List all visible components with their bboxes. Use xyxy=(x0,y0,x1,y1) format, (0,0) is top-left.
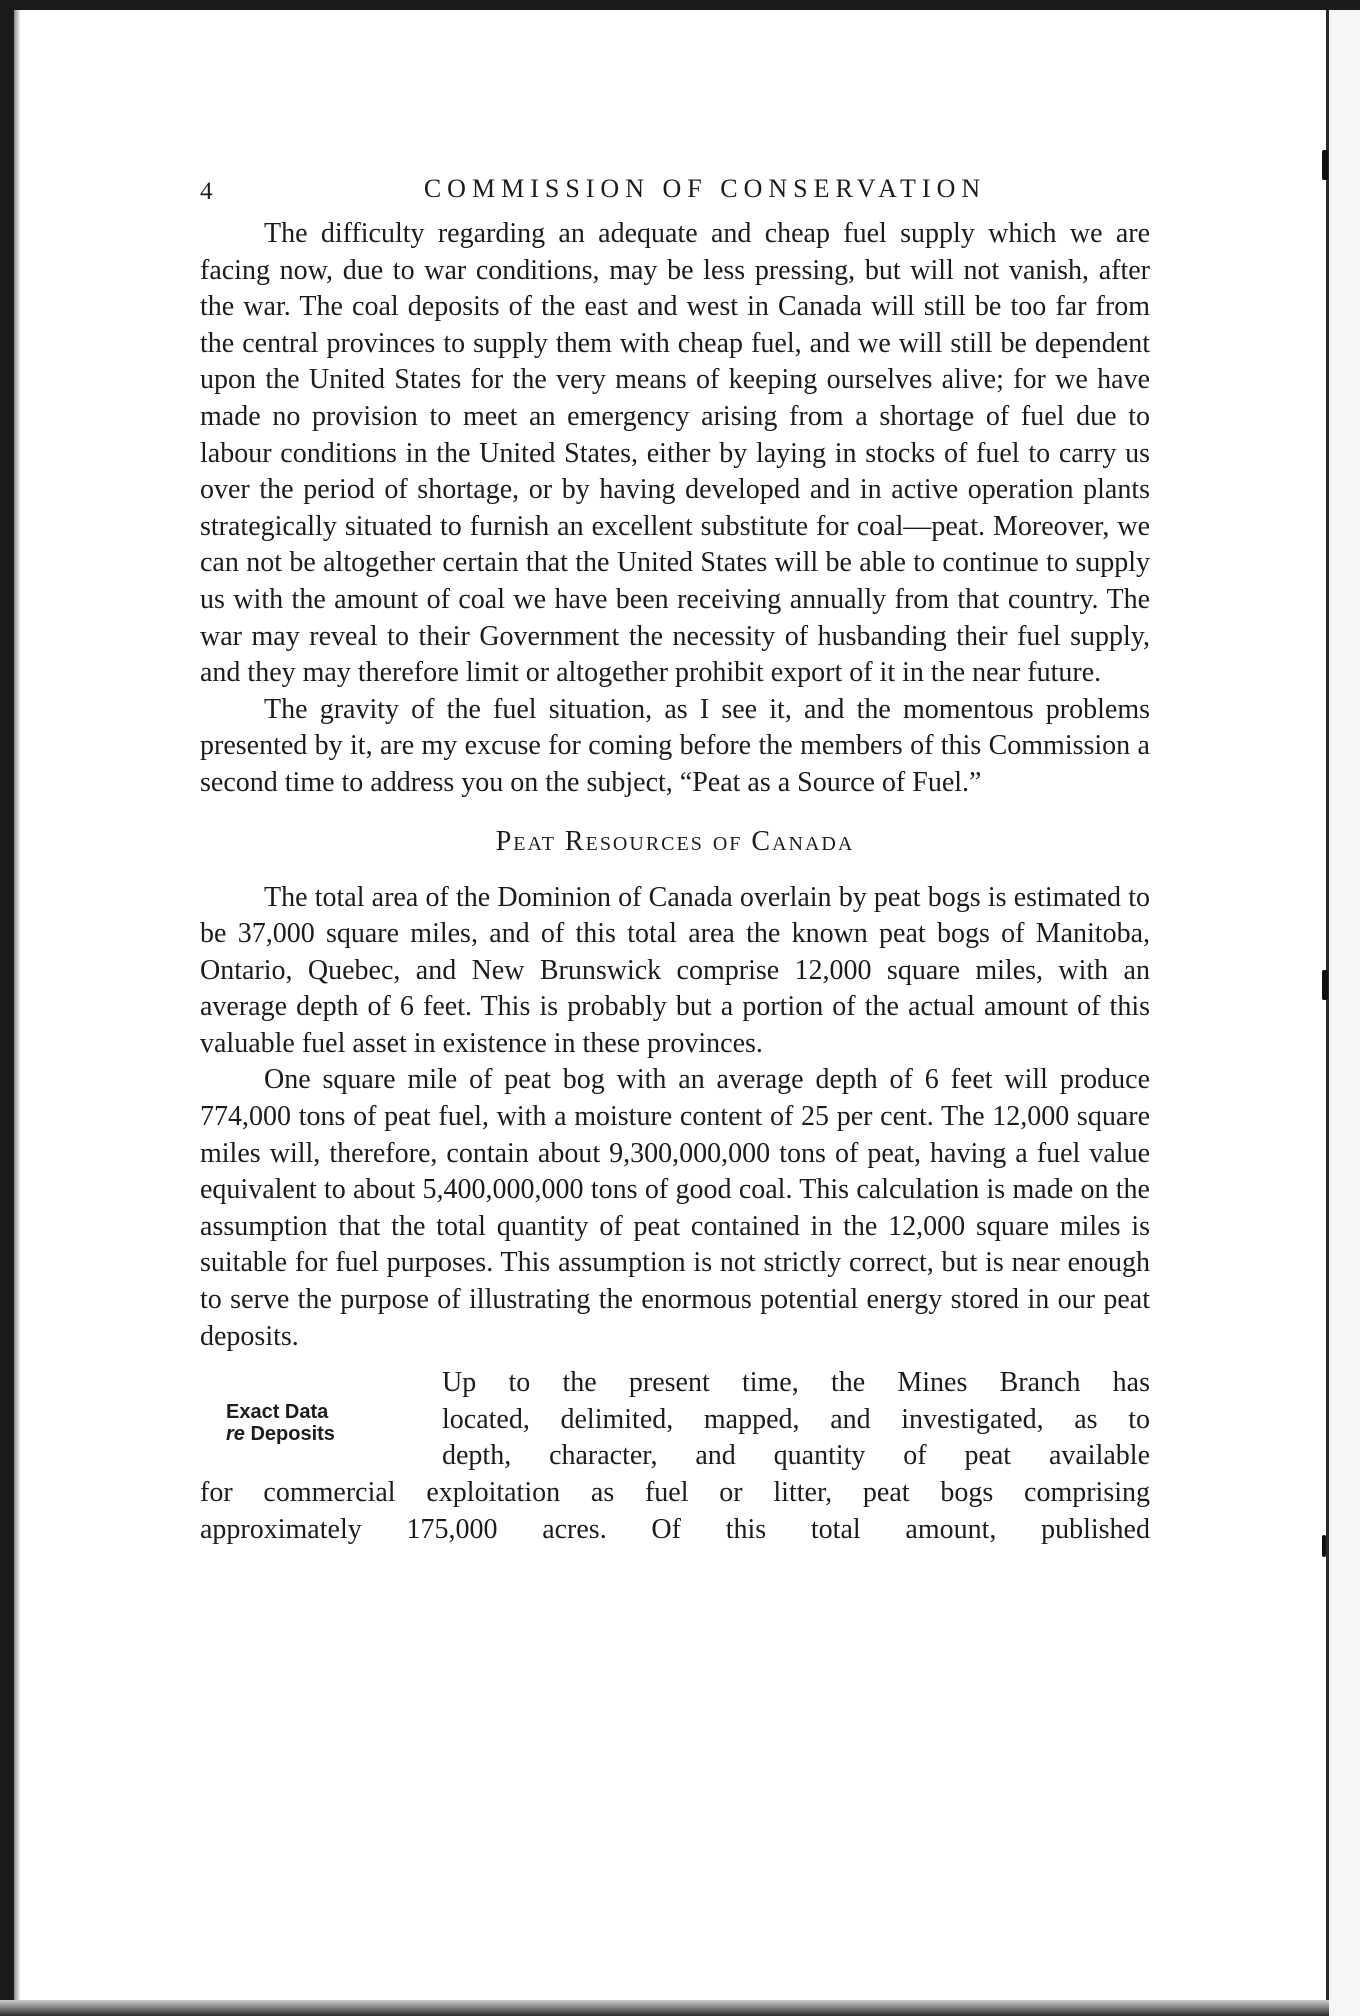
text-line: located, delimited, mapped, and investigated, as to xyxy=(442,1403,1150,1435)
scan-border-top xyxy=(0,0,1360,10)
margin-note-line xyxy=(226,1423,386,1445)
margin-note-text: Deposits xyxy=(244,1423,335,1446)
scan-edge-mark xyxy=(1322,1535,1326,1557)
full-width-text xyxy=(200,1475,1150,1548)
scan-border-left xyxy=(0,0,14,2016)
text-line: depth, character, and quantity of peat available xyxy=(442,1440,1150,1472)
margin-note-line: Exact Data xyxy=(226,1401,329,1424)
scan-shadow-left xyxy=(14,10,20,2016)
body-paragraph: The total area of the Dominion of Canada overlain by peat bogs is estimated to be 37,000 square miles, and of this total area the known peat bogs of Manitoba, Ontario, Quebec, and New Brunswick comprise 12,000 square miles, with an average depth of 6 feet. This is probably but a portion of the actual amount of this valuable fuel asset in existence in these provinces. xyxy=(200,881,1150,1059)
scan-border-bottom xyxy=(0,2000,1329,2016)
document-page xyxy=(200,160,1150,1548)
scan-edge-mark xyxy=(1322,970,1328,1000)
scan-edge-mark xyxy=(1322,150,1328,180)
page-number: 4 xyxy=(200,178,213,205)
body-paragraph: The difficulty regarding an adequate and cheap fuel supply which we are facing now, due to war conditions, may be less pressing, but will not vanish, after the war. The coal deposits of the east and west in Canada will still be too far from the central provinces to supply them with cheap fuel, and we will still be dependent upon the United States for the very means of keeping ourselves alive; for we have made no provision to meet an emergency arising from a shortage of fuel due to labour conditions in the United States, either by laying in stocks of fuel to carry us over the period of shortage, or by having developed and in active operation plants strategically situated to furnish an excellent substitute for coal—peat. Moreover, we can not be altogether certain that the United States will be able to continue to supply us with the amount of coal we have been receiving annually from that country. The war may reveal to their Government the necessity of husbanding their fuel supply, and they may therefore limit or altogether prohibit export of it in the near future. xyxy=(200,218,1150,689)
body-paragraph: The gravity of the fuel situation, as I see it, and the momentous problems presented by it, are my excuse for coming before the members of this Commission a second time to address you on the subject, “Peat as a Source of Fuel.” xyxy=(200,693,1150,798)
text-line: Up to the present time, the Mines Branch has xyxy=(442,1367,1150,1399)
text-line: for commercial exploitation as fuel or litter, peat bogs comprising xyxy=(200,1477,1150,1508)
page-header xyxy=(200,160,1150,216)
section-heading: Peat Resources of Canada xyxy=(495,825,855,857)
indented-text xyxy=(442,1365,1150,1475)
sidenote-paragraph xyxy=(200,1365,1150,1548)
margin-note-italic: re xyxy=(226,1423,245,1446)
scan-margin-right xyxy=(1329,10,1360,2016)
running-title: COMMISSION OF CONSERVATION xyxy=(423,174,987,203)
margin-note xyxy=(226,1401,386,1445)
text-line: approximately 175,000 acres. Of this total amount, published xyxy=(200,1513,1150,1545)
body-paragraph: One square mile of peat bog with an average depth of 6 feet will produce 774,000 tons of peat fuel, with a moisture content of 25 per cent. The 12,000 square miles will, therefore, contain about 9,300,000,000 tons of peat, having a fuel value equivalent to about 5,400,000,000 tons of good coal. This calculation is made on the assumption that the total quantity of peat contained in the 12,000 square miles is suitable for fuel purposes. This assumption is not strictly correct, but is near enough to serve the purpose of illustrating the enormous potential energy stored in our peat deposits. xyxy=(200,1064,1150,1352)
